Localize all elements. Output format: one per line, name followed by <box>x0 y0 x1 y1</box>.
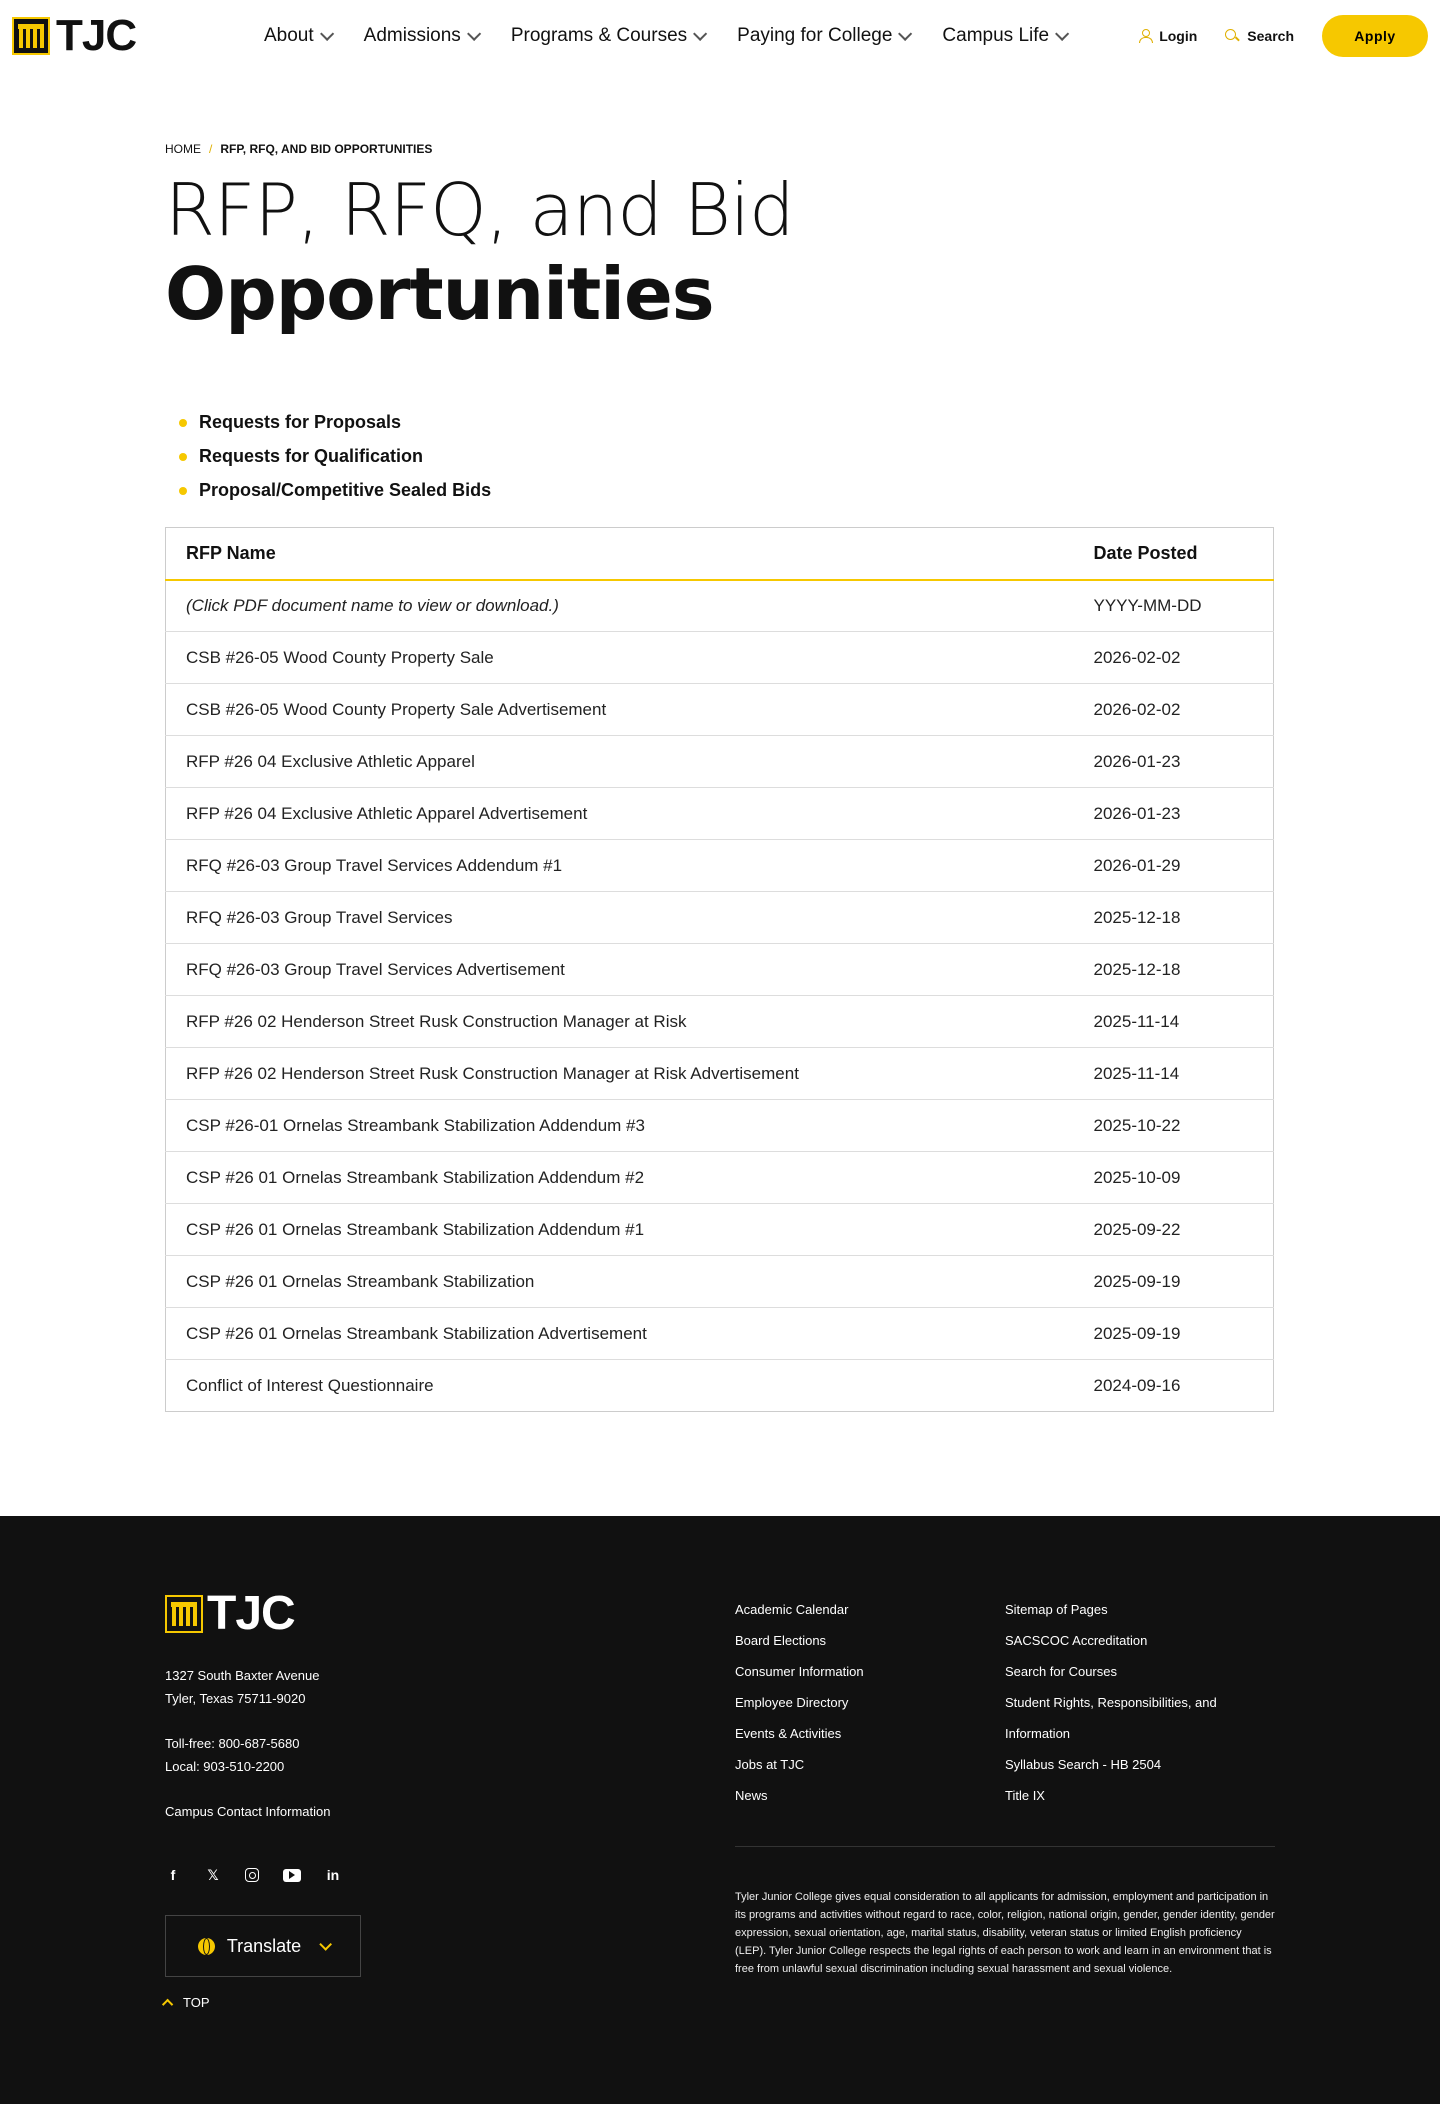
chevron-down-icon <box>693 27 707 41</box>
header-rfp-name: RFP Name <box>166 528 1074 580</box>
date-posted: 2025-10-09 <box>1074 1152 1274 1204</box>
footer-link[interactable]: Jobs at TJC <box>735 1757 805 1772</box>
login-label: Login <box>1159 28 1198 44</box>
footer-links <box>735 1594 1275 1811</box>
instagram-icon[interactable] <box>245 1868 259 1882</box>
nav-label: About <box>264 25 314 46</box>
table-header-row <box>166 528 1274 580</box>
list-item <box>179 412 1275 433</box>
date-posted: 2026-02-02 <box>1074 632 1274 684</box>
footer-link[interactable]: Events & Activities <box>735 1726 842 1741</box>
footer-divider <box>735 1846 1275 1847</box>
list-item-label: Proposal/Competitive Sealed Bids <box>199 480 492 500</box>
rfp-document-link[interactable]: Conflict of Interest Questionnaire <box>166 1360 1074 1412</box>
chevron-down-icon <box>320 27 334 41</box>
footer-link[interactable]: Syllabus Search - HB 2504 <box>1005 1757 1162 1772</box>
nav-label: Admissions <box>363 25 461 46</box>
footer-links-col1 <box>735 1594 1005 1811</box>
page-title <box>165 168 1275 336</box>
apply-button[interactable]: Apply <box>1322 15 1428 57</box>
search-link[interactable] <box>1225 28 1294 44</box>
table-row <box>166 684 1274 736</box>
search-label: Search <box>1247 28 1294 44</box>
rfp-document-link[interactable]: CSP #26 01 Ornelas Streambank Stabilization Addendum #1 <box>166 1204 1074 1256</box>
nav-label: Paying for College <box>737 25 893 46</box>
table-row <box>166 892 1274 944</box>
footer-link[interactable]: Search for Courses <box>1005 1664 1117 1679</box>
nav-label: Campus Life <box>942 25 1050 46</box>
breadcrumb-home[interactable]: HOME <box>165 142 201 156</box>
login-link[interactable] <box>1139 28 1197 44</box>
rfp-document-link[interactable]: RFP #26 02 Henderson Street Rusk Construction Manager at Risk Advertisement <box>166 1048 1074 1100</box>
table-row <box>166 944 1274 996</box>
footer-link[interactable]: Academic Calendar <box>735 1602 849 1617</box>
breadcrumb <box>165 142 1275 156</box>
translate-label: Translate <box>226 1935 302 1956</box>
footer-link[interactable]: Employee Directory <box>735 1695 849 1710</box>
table-hint-row <box>166 580 1274 632</box>
date-posted: 2026-02-02 <box>1074 684 1274 736</box>
table-row <box>166 840 1274 892</box>
date-posted: 2025-10-22 <box>1074 1100 1274 1152</box>
footer-link-label: Student Rights, Responsibilities, and Information <box>1005 1695 1217 1741</box>
rfp-document-link[interactable]: CSP #26-01 Ornelas Streambank Stabilization Addendum #3 <box>166 1100 1074 1152</box>
globe-icon <box>198 1938 215 1955</box>
tjc-logo[interactable] <box>12 11 242 60</box>
footer-link[interactable]: Sitemap of Pages <box>1005 1602 1108 1617</box>
chevron-down-icon <box>898 27 912 41</box>
table-row <box>166 1204 1274 1256</box>
rfp-document-link[interactable]: RFQ #26-03 Group Travel Services Advertisement <box>166 944 1074 996</box>
table-row <box>166 1152 1274 1204</box>
rfp-document-link[interactable]: RFQ #26-03 Group Travel Services <box>166 892 1074 944</box>
date-posted: 2025-09-19 <box>1074 1308 1274 1360</box>
phone-numbers <box>165 1732 495 1778</box>
user-icon <box>1139 29 1151 43</box>
rfp-document-link[interactable]: RFP #26 04 Exclusive Athletic Apparel Advertisement <box>166 788 1074 840</box>
footer-link[interactable]: Title IX <box>1005 1788 1045 1803</box>
facebook-icon[interactable]: f <box>170 1867 176 1883</box>
table-row <box>166 736 1274 788</box>
translate-button[interactable] <box>165 1915 361 1977</box>
logo-text: TJC <box>56 11 137 60</box>
nav-campus-life[interactable] <box>942 25 1065 47</box>
hint-text: (Click PDF document name to view or download.) <box>166 580 1074 632</box>
footer-link[interactable]: Board Elections <box>735 1633 827 1648</box>
rfp-table <box>165 527 1274 1412</box>
footer-link[interactable]: SACSCOC Accreditation <box>1005 1633 1148 1648</box>
breadcrumb-current: RFP, RFQ, AND BID OPPORTUNITIES <box>220 142 433 156</box>
rfp-document-link[interactable]: RFP #26 02 Henderson Street Rusk Construction Manager at Risk <box>166 996 1074 1048</box>
list-item <box>179 480 1275 501</box>
date-posted: 2026-01-23 <box>1074 736 1274 788</box>
footer-link[interactable]: Consumer Information <box>735 1664 864 1679</box>
table-row <box>166 1048 1274 1100</box>
rfp-document-link[interactable]: CSP #26 01 Ornelas Streambank Stabilization Addendum #2 <box>166 1152 1074 1204</box>
table-row <box>166 1256 1274 1308</box>
footer-logo[interactable] <box>165 1587 495 1640</box>
date-posted: 2025-09-22 <box>1074 1204 1274 1256</box>
rfp-type-list <box>179 412 1275 501</box>
columns-logo-icon <box>12 17 50 55</box>
footer-link[interactable]: News <box>735 1788 768 1803</box>
list-item-label: Requests for Proposals <box>199 412 402 432</box>
table-row <box>166 1308 1274 1360</box>
list-item <box>179 446 1275 467</box>
date-posted: 2025-09-19 <box>1074 1256 1274 1308</box>
youtube-icon[interactable] <box>283 1869 301 1882</box>
nav-label: Programs & Courses <box>510 25 688 46</box>
chevron-up-icon <box>162 1998 173 2009</box>
breadcrumb-separator: / <box>209 142 213 156</box>
x-icon[interactable]: 𝕏 <box>207 1866 219 1883</box>
rfp-document-link[interactable]: CSB #26-05 Wood County Property Sale <box>166 632 1074 684</box>
address <box>165 1664 495 1710</box>
site-footer <box>0 1516 1440 2104</box>
date-posted: 2026-01-29 <box>1074 840 1274 892</box>
footer-links-col2 <box>1005 1594 1275 1811</box>
title-bold: Opportunities <box>165 252 714 336</box>
table-row <box>166 632 1274 684</box>
rfp-document-link[interactable]: CSP #26 01 Ornelas Streambank Stabilization <box>166 1256 1074 1308</box>
tollfree-phone[interactable]: Toll-free: 800-687-5680 <box>165 1736 300 1751</box>
footer-contact <box>165 1587 495 2010</box>
equal-opportunity-disclaimer: Tyler Junior College gives equal consideration to all applicants for admission, employment and participation in its programs and activities without regard to race, color, religion, national origin, gender, gender identity, gender expression, sexual orientation, age, marital status, disability, veteran status or limited English proficiency (LEP). Tyler Junior College respects the legal rights of each person to work and learn in an environment that is free from unlawful sexual discrimination including sexual harassment and sexual violence. <box>735 1891 1275 1975</box>
local-phone[interactable]: Local: 903-510-2200 <box>165 1759 285 1774</box>
search-icon <box>1225 29 1239 43</box>
site-header <box>0 0 1440 72</box>
address-line1: 1327 South Baxter Avenue <box>165 1668 320 1683</box>
date-posted: 2025-11-14 <box>1074 1048 1274 1100</box>
title-light: RFP, RFQ, and Bid <box>165 168 794 252</box>
footer-logo-text: TJC <box>207 1587 295 1640</box>
back-to-top-link[interactable] <box>165 1995 495 2010</box>
date-posted: 2026-01-23 <box>1074 788 1274 840</box>
nav-paying-for-college[interactable] <box>737 25 908 47</box>
header-actions <box>1139 15 1428 57</box>
chevron-down-icon <box>319 1938 332 1951</box>
date-posted: 2025-11-14 <box>1074 996 1274 1048</box>
nav-admissions[interactable] <box>364 25 477 47</box>
table-row <box>166 1360 1274 1412</box>
campus-contact-link[interactable]: Campus Contact Information <box>165 1804 331 1819</box>
top-label: TOP <box>183 1995 210 2010</box>
table-row <box>166 1100 1274 1152</box>
nav-programs-courses[interactable] <box>511 25 703 47</box>
main-content <box>0 72 1440 1412</box>
date-posted: 2025-12-18 <box>1074 944 1274 996</box>
table-row <box>166 996 1274 1048</box>
social-links <box>165 1867 495 1883</box>
header-date-posted: Date Posted <box>1074 528 1274 580</box>
chevron-down-icon <box>467 27 481 41</box>
rfp-document-link[interactable]: CSP #26 01 Ornelas Streambank Stabilization Advertisement <box>166 1308 1074 1360</box>
columns-logo-icon <box>165 1595 203 1633</box>
footer-link[interactable] <box>1005 1687 1275 1749</box>
address-line2: Tyler, Texas 75711-9020 <box>165 1691 306 1706</box>
list-item-label: Requests for Qualification <box>199 446 424 466</box>
main-nav <box>264 25 1065 47</box>
date-posted: 2025-12-18 <box>1074 892 1274 944</box>
chevron-down-icon <box>1055 27 1069 41</box>
rfp-document-link[interactable]: CSB #26-05 Wood County Property Sale Advertisement <box>166 684 1074 736</box>
rfp-document-link[interactable]: RFP #26 04 Exclusive Athletic Apparel <box>166 736 1074 788</box>
date-posted: 2024-09-16 <box>1074 1360 1274 1412</box>
rfp-document-link[interactable]: RFQ #26-03 Group Travel Services Addendum #1 <box>166 840 1074 892</box>
table-row <box>166 788 1274 840</box>
nav-about[interactable] <box>264 25 330 47</box>
linkedin-icon[interactable]: in <box>326 1867 340 1883</box>
date-format: YYYY-MM-DD <box>1074 580 1274 632</box>
